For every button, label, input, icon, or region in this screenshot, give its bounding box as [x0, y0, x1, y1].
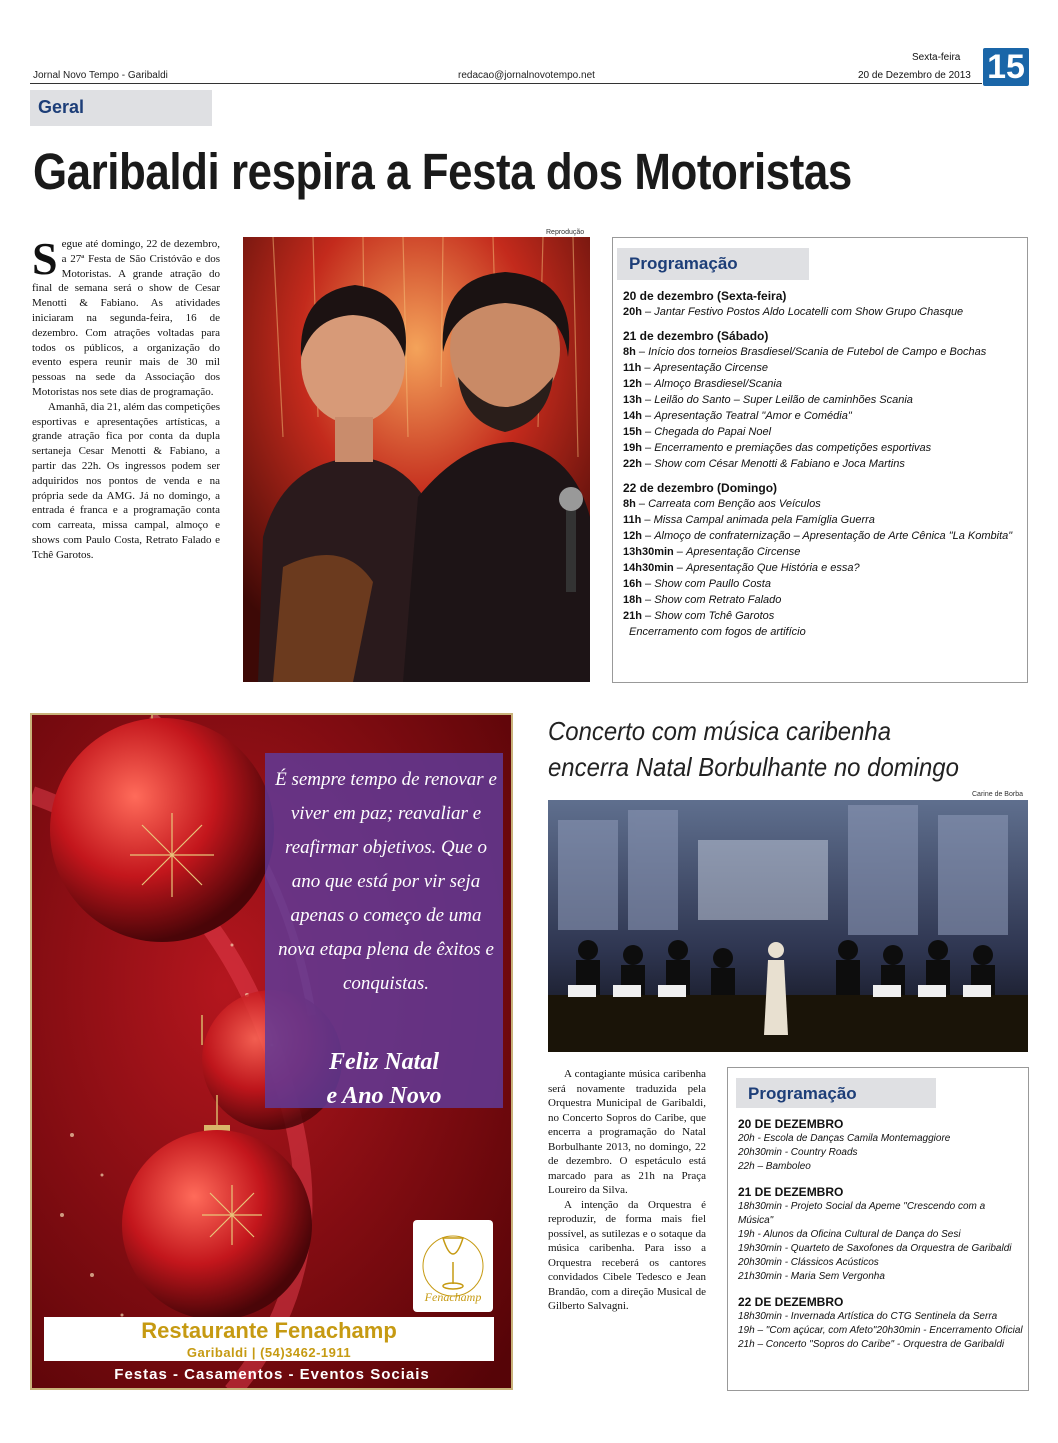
schedule-item: 22h – Bamboleo — [738, 1161, 811, 1172]
schedule-box-festa — [612, 237, 1028, 683]
paragraph: A contagiante música caribenha será novamente traduzida pela Orquestra Municipal de Garibaldi, no Concerto Sopros do Caribe, que encerra a programação do Natal Borbulhante 2013, no domingo, 22 de dezembro. O espetáculo está marcado para as 21h na Praça Loureiro da Silva. — [548, 1068, 706, 1196]
greeting-line: e Ano Novo — [326, 1083, 442, 1109]
schedule-item: 22h – Show com César Menotti & Fabiano e Joca Martins — [623, 458, 905, 470]
schedule-closing: Encerramento com fogos de artifício — [629, 626, 806, 638]
paragraph: A intenção da Orquestra é reproduzir, de forma mais fiel possível, as sutilezas e o sotaque da música caribenha. Para isso a Orquestra receberá os cantores convidados Cibele Tedesco e Jean Brandão, com a direção Musical de Gilberto Salvagni. — [548, 1198, 706, 1312]
section-label — [30, 90, 212, 126]
singers-illustration — [243, 237, 590, 682]
schedule-item: 19h30min - Quarteto de Saxofones da Orquestra de Garibaldi — [738, 1243, 1012, 1254]
schedule-item: 20h – Jantar Festivo Postos Aldo Locatelli com Show Grupo Chasque — [623, 306, 964, 318]
headline: Garibaldi respira a Festa dos Motoristas — [33, 143, 852, 200]
restaurant-name: Restaurante Fenachamp — [141, 1318, 397, 1343]
weekday: Sexta-feira — [912, 52, 961, 63]
restaurant-services: Festas - Casamentos - Eventos Sociais — [114, 1366, 430, 1383]
schedule-item: 12h – Almoço de confraternização – Apresentação de Arte Cênica "La Kombita" — [623, 530, 1013, 542]
email-address: redacao@jornalnovotempo.net — [458, 70, 595, 81]
schedule-box-concerto — [727, 1067, 1029, 1391]
schedule-item: 12h – Almoço Brasdiesel/Scania — [623, 378, 782, 390]
schedule-item: 21h – Show com Tchê Garotos — [623, 610, 775, 622]
schedule-item: 11h – Apresentação Circense — [623, 362, 768, 374]
drop-cap: S — [32, 233, 58, 284]
schedule-item: 11h – Missa Campal animada pela Famíglia Guerra — [623, 514, 875, 526]
schedule-item: 18h30min - Projeto Social da Apeme "Crescendo com a Música" — [738, 1201, 986, 1226]
greeting-title — [265, 1045, 503, 1113]
schedule-item: 13h30min – Apresentação Circense — [623, 546, 801, 558]
schedule-item: 19h - Alunos da Oficina Cultural de Dança do Sesi — [738, 1229, 961, 1240]
greeting-card — [265, 753, 503, 1108]
orchestra-photo — [548, 800, 1028, 1052]
page-number: 15 — [983, 48, 1029, 86]
paragraph: Amanhã, dia 21, além das competições esportivas e apresentações artísticas, a grande atração fica por conta da dupla sertaneja Cesar Menotti & Fabiano, a partir das 22h. Os ingressos podem ser adquiridos nos pontos de venda e na própria sede da AMG. Já no domingo, a entrada é franca e a programação conta com carreata, missa campal, almoço e shows com Paulo Costa, Retrato Falado e Tchê Garotos. — [32, 400, 220, 561]
header-rule — [30, 83, 982, 84]
singers-photo — [243, 237, 590, 682]
schedule-day: 20 DE DEZEMBRO — [738, 1117, 844, 1131]
schedule-item: 8h – Carreata com Benção aos Veículos — [623, 498, 821, 510]
paragraph — [32, 233, 220, 400]
schedule-item: 8h – Início dos torneios Brasdiesel/Scania de Futebol de Campo e Bochas — [623, 346, 987, 358]
photo-credit: Reprodução — [546, 229, 585, 236]
restaurant-ad — [30, 713, 513, 1390]
schedule-item: 16h – Show com Paullo Costa — [623, 578, 771, 590]
schedule-item: 18h – Show com Retrato Falado — [623, 594, 782, 606]
schedule-title: Programação — [617, 248, 809, 280]
schedule-item: 19h – "Com açúcar, com Afeto"20h30min - Encerramento Oficial — [738, 1325, 1023, 1336]
headline-line: Concerto com música caribenha — [548, 716, 892, 746]
schedule-list — [623, 288, 1023, 640]
restaurant-name-box — [44, 1317, 494, 1361]
schedule-item: 21h – Concerto "Sopros do Caribe" - Orquestra de Garibaldi — [738, 1339, 1005, 1350]
schedule-day: 22 de dezembro (Domingo) — [623, 481, 778, 495]
orchestra-illustration — [548, 800, 1028, 1052]
schedule-item: 21h30min - Maria Sem Vergonha — [738, 1271, 885, 1282]
schedule-item: 20h30min - Country Roads — [738, 1147, 858, 1158]
schedule-item: 15h – Chegada do Papai Noel — [623, 426, 772, 438]
issue-date: 20 de Dezembro de 2013 — [858, 70, 971, 81]
restaurant-contact: Garibaldi | (54)3462-1911 — [186, 1345, 352, 1360]
article-body — [32, 233, 220, 563]
article2-headline — [548, 713, 990, 785]
article2-body — [548, 1067, 706, 1314]
paragraph-text: egue até domingo, 22 de dezembro, a 27ª Festa de São Cristóvão e dos Motoristas. A grande atração do final de semana será o show de Cesar Menotti & Fabiano. As atividades iniciaram na segunda-feira, 16 de dezembro. Com atrações voltadas para todos os públicos, a organização do evento espera reunir mais de 30 mil pessoas na sede da Associação dos Motoristas nos sete dias de programação. — [32, 238, 220, 398]
schedule-item: 14h – Apresentação Teatral "Amor e Comédia" — [623, 410, 852, 422]
schedule-day: 22 DE DEZEMBRO — [738, 1295, 844, 1309]
section-name: Geral — [38, 97, 85, 117]
greeting-line: Feliz Natal — [328, 1049, 439, 1075]
schedule-item: 19h – Encerramento e premiações das competições esportivas — [623, 442, 932, 454]
schedule-title: Programação — [736, 1078, 936, 1108]
schedule-item: 20h - Escola de Danças Camila Montemaggiore — [738, 1133, 951, 1144]
schedule-item: 14h30min – Apresentação Que História e essa? — [623, 562, 860, 574]
restaurant-logo — [413, 1220, 493, 1312]
schedule-day: 21 de dezembro (Sábado) — [623, 329, 769, 343]
schedule-item: 13h – Leilão do Santo – Super Leilão de caminhões Scania — [623, 394, 913, 406]
schedule-day: 20 de dezembro (Sexta-feira) — [623, 289, 787, 303]
publication-name: Jornal Novo Tempo - Garibaldi — [33, 70, 168, 81]
logo-text: Fenachamp — [424, 1290, 482, 1304]
schedule-list — [738, 1116, 1023, 1352]
photo-credit: Carine de Borba — [972, 791, 1023, 798]
headline-line: encerra Natal Borbulhante no domingo — [548, 752, 959, 782]
schedule-day: 21 DE DEZEMBRO — [738, 1185, 844, 1199]
schedule-item: 20h30min - Clássicos Acústicos — [738, 1257, 879, 1268]
greeting-message: É sempre tempo de renovar e viver em paz; reavaliar e reafirmar objetivos. Que o ano que está por vir seja apenas o começo de uma nova etapa plena de êxitos e conquistas. — [275, 769, 497, 994]
schedule-item: 18h30min - Invernada Artística do CTG Sentinela da Serra — [738, 1311, 998, 1322]
